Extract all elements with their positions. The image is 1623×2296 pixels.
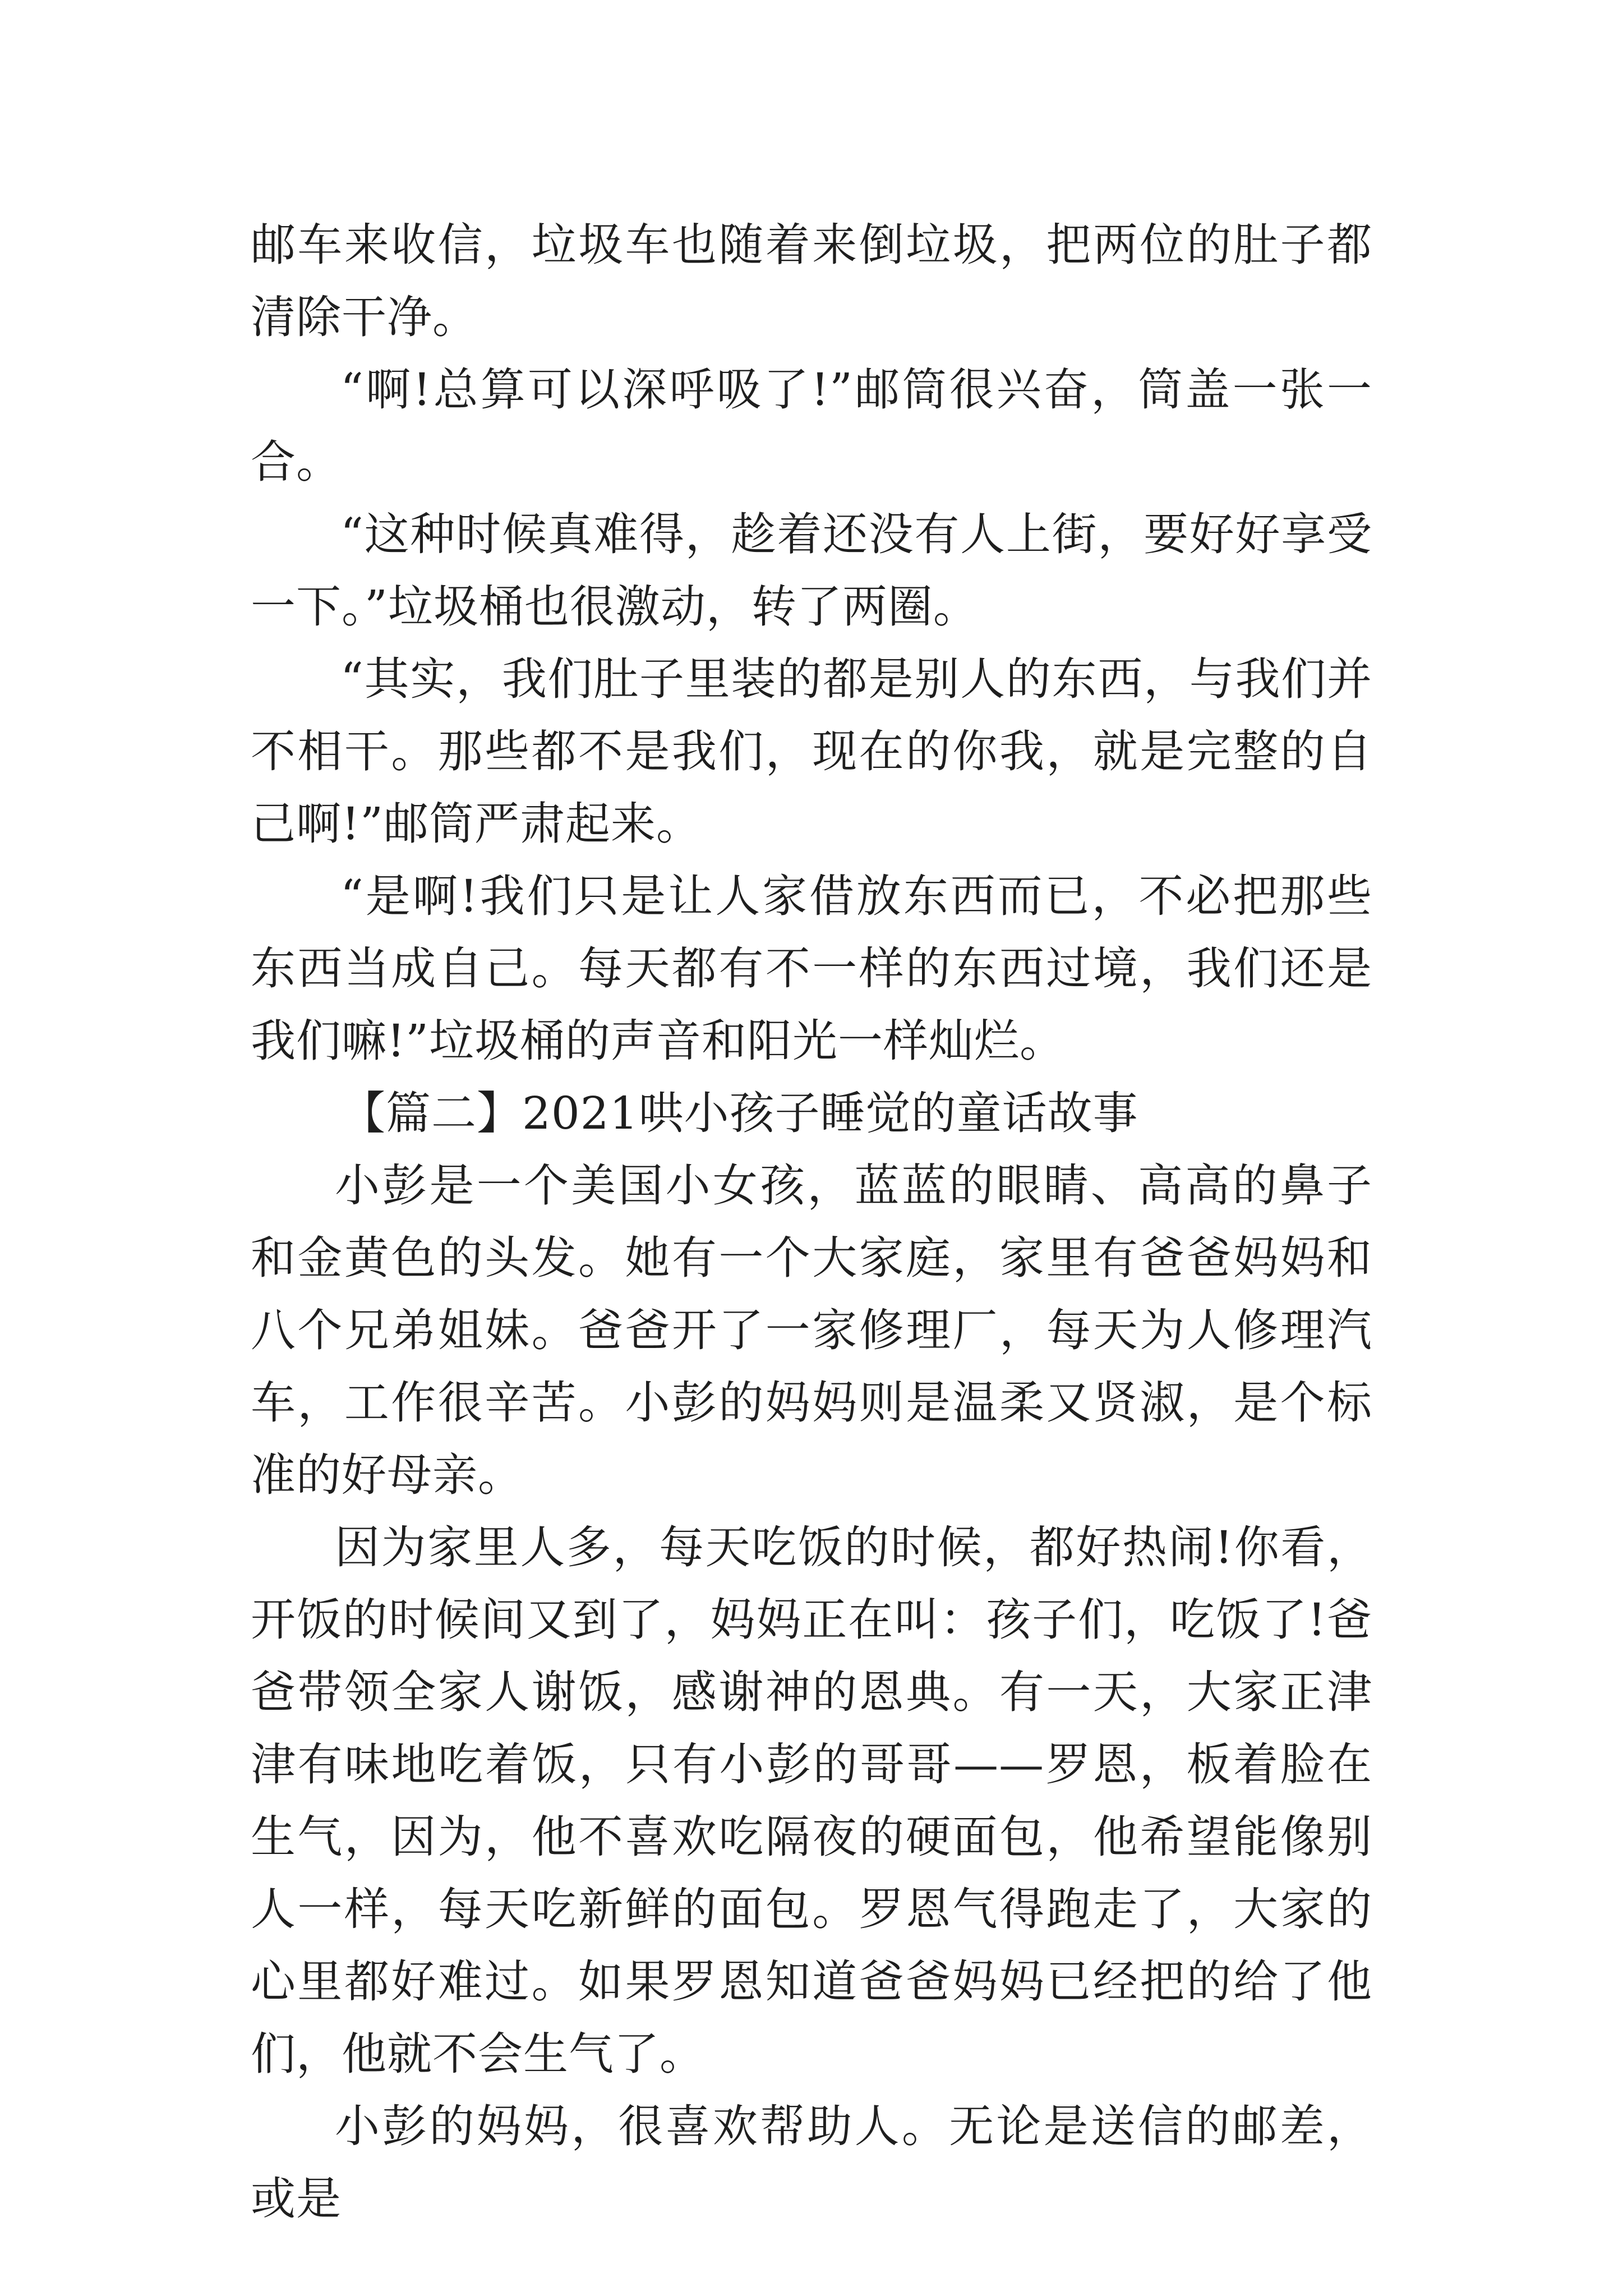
paragraph-dialogue-trashcan: “这种时候真难得，趁着还没有人上街，要好好享受一下。”垃圾桶也很激动，转了两圈。 — [251, 508, 1372, 633]
paragraph-story-mother: 小彭的妈妈，很喜欢帮助人。无论是送信的邮差，或是 — [251, 2100, 1372, 2225]
paragraph-dialogue-mailbox-serious: “其实，我们肚子里装的都是别人的东西，与我们并不相干。那些都不是我们，现在的你我，就是完整的自己啊!”邮筒严肃起来。 — [251, 653, 1372, 850]
paragraph-dialogue-mailbox: “啊!总算可以深呼吸了!”邮筒很兴奋，筒盖一张一合。 — [251, 364, 1372, 488]
paragraph-story-dinner: 因为家里人多，每天吃饭的时候，都好热闹!你看，开饭的时候间又到了，妈妈正在叫：孩子们，吃饭了!爸爸带领全家人谢饭，感谢神的恩典。有一天，大家正津津有味地吃着饭，只有小彭的哥哥——罗恩，板着脸在生气，因为，他不喜欢吃隔夜的硬面包，他希望能像别人一样，每天吃新鲜的面包。罗恩气得跑走了，大家的心里都好难过。如果罗恩知道爸爸妈妈已经把的给了他们，他就不会生气了。 — [251, 1521, 1372, 2080]
paragraph-continuation: 邮车来收信，垃圾车也随着来倒垃圾，把两位的肚子都清除干净。 — [251, 219, 1372, 343]
paragraph-dialogue-trashcan-sunny: “是啊!我们只是让人家借放东西而已，不必把那些东西当成自己。每天都有不一样的东西过境，我们还是我们嘛!”垃圾桶的声音和阳光一样灿烂。 — [251, 870, 1372, 1067]
body-text — [251, 209, 1372, 2235]
section-heading: 【篇二】2021哄小孩子睡觉的童话故事 — [340, 1087, 1138, 1139]
paragraph-story-intro: 小彭是一个美国小女孩，蓝蓝的眼睛、高高的鼻子和金黄色的头发。她有一个大家庭，家里有爸爸妈妈和八个兄弟姐妹。爸爸开了一家修理厂，每天为人修理汽车，工作很辛苦。小彭的妈妈则是温柔又贤淑，是个标准的好母亲。 — [251, 1159, 1372, 1501]
